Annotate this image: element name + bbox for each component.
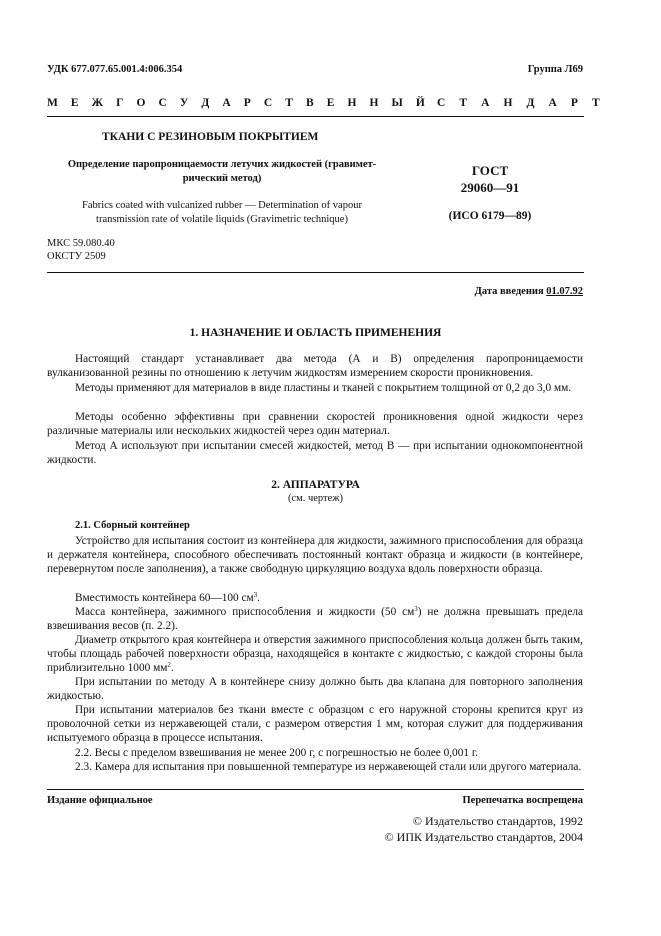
section-1-heading: 1. НАЗНАЧЕНИЕ И ОБЛАСТЬ ПРИМЕНЕНИЯ — [189, 327, 442, 339]
item-2-1-title: 2.1. Сборный контейнер — [75, 520, 190, 531]
p3-text: Масса контейнера, зажимного приспособления и жидкости (50 см — [75, 606, 415, 618]
okstu-code: ОКСТУ 2509 — [47, 250, 106, 262]
iso-number: (ИСО 6179—89) — [448, 210, 532, 222]
subtitle — [47, 158, 397, 185]
p4-end: . — [170, 662, 174, 675]
reprint-notice: Перепечатка воспрещена — [462, 795, 583, 806]
intro-date-value: 01.07.92 — [546, 286, 583, 297]
section-2-paragraph-3 — [47, 605, 583, 633]
banner-rule — [47, 116, 584, 117]
p2-sup: 3 — [253, 591, 258, 599]
p2-text: Вместимость контейнера 60—100 см — [75, 592, 254, 604]
section-2-paragraph-2 — [47, 591, 583, 605]
copyright-2004: © ИПК Издательство стандартов, 2004 — [384, 830, 583, 844]
gost-number: 29060—91 — [460, 180, 520, 195]
footer-rule — [47, 789, 584, 790]
section-2-paragraph-4 — [47, 633, 583, 676]
subtitle-line-2: рический метод) — [182, 172, 262, 184]
section-1-paragraph-1: Настоящий стандарт устанавливает два метода (А и В) определения паропроницаемости вулканизованной резины по отношению к летучим жидкостям измерением скорости проникновения. — [47, 353, 583, 380]
english-title — [47, 199, 397, 226]
section-2-heading: 2. АППАРАТУРА — [271, 479, 360, 491]
official-edition: Издание официальное — [47, 795, 153, 806]
section-1-paragraph-2: Методы применяют для материалов в виде пластины и тканей с покрытием толщиной от 0,2 до 3,0 мм. — [75, 382, 572, 394]
section-1-paragraph-3: Методы особенно эффективны при сравнении скоростей проникновения одной жидкости через различные материалы или нескольких жидкостей через один материал. — [47, 411, 583, 438]
section-2-paragraph-1: Устройство для испытания состоит из контейнера для жидкости, зажимного приспособления для образца и держателя контейнера, способного обеспечивать постоянный контакт образца и жидкости (в контейнере, перевернутом после заполнения), а также свободную циркуляцию воздуха вдоль поверхности образца. — [47, 535, 583, 576]
section-1-paragraph-4: Метод А используют при испытании смесей жидкостей, метод В — при испытании однокомпонентной жидкости. — [47, 440, 583, 467]
section-2-paragraph-7: 2.2. Весы с пределом взвешивания не менее 200 г, с погрешностью не более 0,001 г. — [75, 747, 479, 759]
section-2-paragraph-5: При испытании по методу А в контейнере снизу должно быть два клапана для повторного заполнения жидкостью. — [47, 676, 583, 703]
banner-left: М Е Ж Г О С У Д А Р С Т В Е Н Н Ы Й — [47, 97, 430, 109]
p4-text: Диаметр открытого края контейнера и отверстия зажимного приспособления кольца должен быть таким, чтобы площадь рабочей поверхности образца, находящейся в контакте с жидкостью, с каждой стороны была приблизительно 1000 мм — [47, 634, 583, 675]
intro-date — [475, 286, 583, 297]
gost-block — [440, 162, 540, 196]
subtitle-line-1: Определение паропроницаемости летучих жидкостей (гравимет- — [67, 159, 377, 170]
section-2-paragraph-6: При испытании материалов без ткани вместе с образцом с его наружной стороны крепится круг из проволочной сетки из нержавеющей стали, с размером отверстия 1 мм, которая служит для поддерживания испытуемого образца в процессе испытания. — [47, 704, 583, 745]
english-title-line-2: transmission rate of volatile liquids (Gravimetric technique) — [96, 213, 348, 225]
p2-end: . — [257, 592, 260, 604]
classifier-codes — [47, 238, 115, 263]
copyright-1992: © Издательство стандартов, 1992 — [412, 814, 583, 828]
mks-code: МКС 59.080.40 — [47, 238, 115, 249]
p3-sup: 3 — [414, 605, 418, 613]
group-code: Группа Л69 — [527, 64, 583, 75]
section-2-paragraph-8: 2.3. Камера для испытания при повышенной температуре из нержавеющей стали или другого материала. — [75, 761, 582, 773]
gost-label: ГОСТ — [471, 163, 509, 178]
udk-code: УДК 677.077.65.001.4:006.354 — [47, 64, 183, 75]
title-rule — [47, 272, 584, 273]
banner-right: С Т А Н Д А Р Т — [437, 97, 606, 109]
section-2-subheading: (см. чертеж) — [287, 493, 344, 504]
p4-sup: 2 — [167, 661, 171, 670]
intro-date-label: Дата введения — [474, 286, 544, 297]
english-title-line-1: Fabrics coated with vulcanized rubber — Determination of vapour — [82, 200, 362, 211]
main-title: ТКАНИ С РЕЗИНОВЫМ ПОКРЫТИЕМ — [102, 131, 319, 143]
copyright-block — [385, 813, 583, 845]
p3-end: ) не должна превышать предела взвешивания весов (п. 2.2). — [47, 606, 583, 633]
